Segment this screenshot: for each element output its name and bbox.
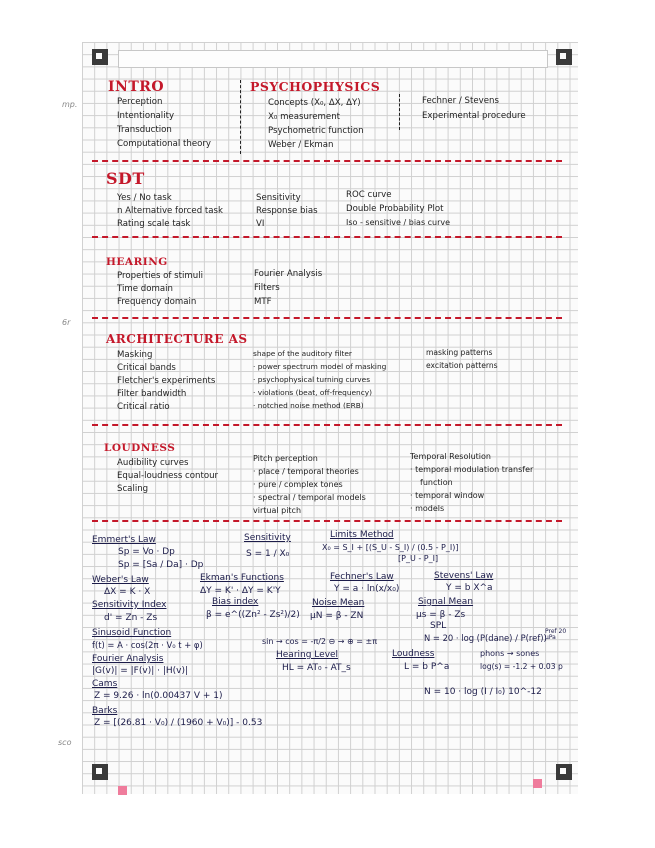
section-title-hearing: HEARING: [106, 256, 168, 268]
sdt-item: Sensitivity: [256, 193, 301, 203]
psychophysics-item: Psychometric function: [268, 126, 364, 136]
formula: ΔY = K' · ΔY = K'Y: [200, 586, 281, 596]
formula-title: Barks: [92, 706, 118, 716]
loudness-item: function: [420, 478, 453, 487]
architecture-item: shape of the auditory filter: [253, 349, 352, 358]
formula-title: Sinusoid Function: [92, 628, 172, 638]
psychophysics-item: Experimental procedure: [422, 111, 526, 121]
formula-title: Signal Mean: [418, 597, 474, 607]
architecture-item: Filter bandwidth: [117, 389, 187, 399]
formula-title: Limits Method: [330, 530, 394, 540]
margin-note: 6r: [62, 318, 71, 327]
section-title-psychophysics: PSYCHOPHYSICS: [250, 79, 381, 94]
formula-title: Ekman's Functions: [200, 573, 284, 583]
loudness-item: · temporal window: [410, 491, 485, 500]
psychophysics-item: Concepts (X₀, ΔX, ΔY): [268, 98, 361, 108]
formula-title: Cams: [92, 679, 118, 689]
architecture-item: · power spectrum model of masking: [253, 362, 387, 371]
section-divider: [92, 317, 562, 319]
section-divider: [92, 236, 562, 238]
formula-title: Loudness: [392, 649, 435, 659]
formula: S = 1 / X₀: [246, 549, 290, 559]
loudness-item: Equal-loudness contour: [117, 471, 219, 481]
formula: f(t) = A · cos(2π · V₀ t + φ): [92, 640, 203, 650]
formula: μN = β - ZN: [310, 611, 364, 621]
formula: Z = 9.26 · ln(0.00437 V + 1): [94, 691, 223, 701]
formula-note: Pref 20 μPa: [545, 628, 567, 641]
formula: X₀ = S_I + [(S_U - S_I) / (0.5 - P_I)]: [322, 543, 459, 552]
psychophysics-item: Fechner / Stevens: [422, 96, 499, 106]
sdt-item: VI: [256, 219, 265, 229]
architecture-item: Critical bands: [117, 363, 176, 373]
formula: Sp = Vo · Dp: [118, 547, 175, 557]
loudness-item: Temporal Resolution: [410, 452, 491, 461]
corner-mark-top-right: [556, 49, 572, 65]
loudness-item: · models: [410, 504, 445, 513]
formula-title: Fechner's Law: [330, 572, 394, 582]
margin-note: sco: [58, 738, 72, 747]
margin-note: mp.: [62, 100, 78, 109]
architecture-item: masking patterns: [426, 348, 493, 357]
pink-mark-right: [533, 779, 542, 788]
architecture-item: · notched noise method (ERB): [253, 401, 364, 410]
intro-item: Computational theory: [117, 139, 211, 149]
architecture-item: Fletcher's experiments: [117, 376, 216, 386]
sdt-item: Iso - sensitive / bias curve: [346, 218, 451, 227]
formula-title: Bias index: [212, 597, 259, 607]
formula: phons → sones: [480, 649, 540, 658]
loudness-item: · spectral / temporal models: [253, 493, 366, 502]
formula: L = b P^a: [404, 662, 450, 672]
architecture-item: Critical ratio: [117, 402, 170, 412]
formula: N = 20 · log (P(dane) / P(ref)): [424, 633, 547, 643]
formula-title: Sensitivity Index: [92, 600, 167, 610]
formula-title: Noise Mean: [312, 598, 365, 608]
loudness-item: · temporal modulation transfer: [410, 465, 534, 474]
formula: HL = AT₀ - AT_s: [282, 663, 351, 673]
sdt-item: Response bias: [256, 206, 318, 216]
hearing-item: Frequency domain: [117, 297, 197, 307]
hearing-item: MTF: [254, 297, 272, 307]
sdt-item: Yes / No task: [117, 193, 172, 203]
corner-mark-bottom-right: [556, 764, 572, 780]
formula: N = 10 · log (I / I₀) 10^-12: [424, 687, 542, 697]
section-divider: [92, 160, 562, 162]
loudness-item: Audibility curves: [117, 458, 189, 468]
formula-title: Hearing Level: [276, 650, 339, 660]
psychophysics-item: Weber / Ekman: [268, 140, 334, 150]
corner-mark-bottom-left: [92, 764, 108, 780]
intro-item: Transduction: [117, 125, 172, 135]
column-divider: [240, 80, 241, 154]
loudness-item: virtual pitch: [253, 506, 302, 515]
corner-mark-top-left: [92, 49, 108, 65]
hearing-item: Time domain: [117, 284, 173, 294]
formula: sin → cos = -π/2 ⊖ → ⊕ = ±π: [262, 637, 378, 646]
formula-title: Stevens' Law: [434, 571, 494, 581]
formula: μs = β - Zs: [416, 610, 466, 620]
column-divider: [399, 94, 400, 130]
formula-title: Emmert's Law: [92, 535, 156, 545]
sdt-item: n Alternative forced task: [117, 206, 223, 216]
loudness-item: Pitch perception: [253, 454, 318, 463]
architecture-item: · violations (beat, off-frequency): [253, 388, 373, 397]
formula-title: Fourier Analysis: [92, 654, 164, 664]
formula: Z = [(26.81 · V₀) / (1960 + V₀)] - 0.53: [94, 718, 263, 728]
psychophysics-item: X₀ measurement: [268, 112, 341, 122]
grid-notebook-page: [82, 42, 578, 794]
loudness-item: Scaling: [117, 484, 149, 494]
sdt-item: Rating scale task: [117, 219, 191, 229]
formula: SPL: [430, 621, 447, 631]
section-divider: [92, 520, 562, 522]
loudness-item: · pure / complex tones: [253, 480, 343, 489]
section-title-sdt: SDT: [106, 169, 145, 188]
formula: Sp = [Sa / Da] · Dp: [118, 560, 204, 570]
formula: Y = b X^a: [446, 583, 493, 593]
formula-title: Weber's Law: [92, 575, 149, 585]
formula: log(s) = -1.2 + 0.03 p: [480, 662, 563, 671]
formula-title: Sensitivity: [244, 533, 291, 543]
formula: d' = Zn - Zs: [104, 613, 158, 623]
architecture-item: · psychophysical turning curves: [253, 375, 371, 384]
sdt-item: ROC curve: [346, 190, 392, 200]
formula: β = e^((Zn² - Zs²)/2): [206, 610, 300, 620]
hearing-item: Fourier Analysis: [254, 269, 323, 279]
architecture-item: Masking: [117, 350, 153, 360]
section-divider: [92, 424, 562, 426]
hearing-item: Filters: [254, 283, 280, 293]
formula: Y = a · ln(x/x₀): [334, 584, 400, 594]
formula: [P_U - P_I]: [398, 554, 439, 563]
formula: ΔX = K · X: [104, 587, 151, 597]
header-bar: [118, 50, 548, 68]
formula: |G(v)| = |F(v)| · |H(v)|: [92, 666, 189, 676]
sdt-item: Double Probability Plot: [346, 204, 444, 214]
intro-item: Perception: [117, 97, 163, 107]
section-title-architecture: ARCHITECTURE AS: [106, 332, 248, 346]
section-title-loudness: LOUDNESS: [104, 442, 176, 454]
loudness-item: · place / temporal theories: [253, 467, 359, 476]
hearing-item: Properties of stimuli: [117, 271, 204, 281]
pink-mark-left: [118, 786, 127, 795]
section-title-intro: INTRO: [108, 79, 165, 95]
architecture-item: excitation patterns: [426, 361, 498, 370]
intro-item: Intentionality: [117, 111, 175, 121]
